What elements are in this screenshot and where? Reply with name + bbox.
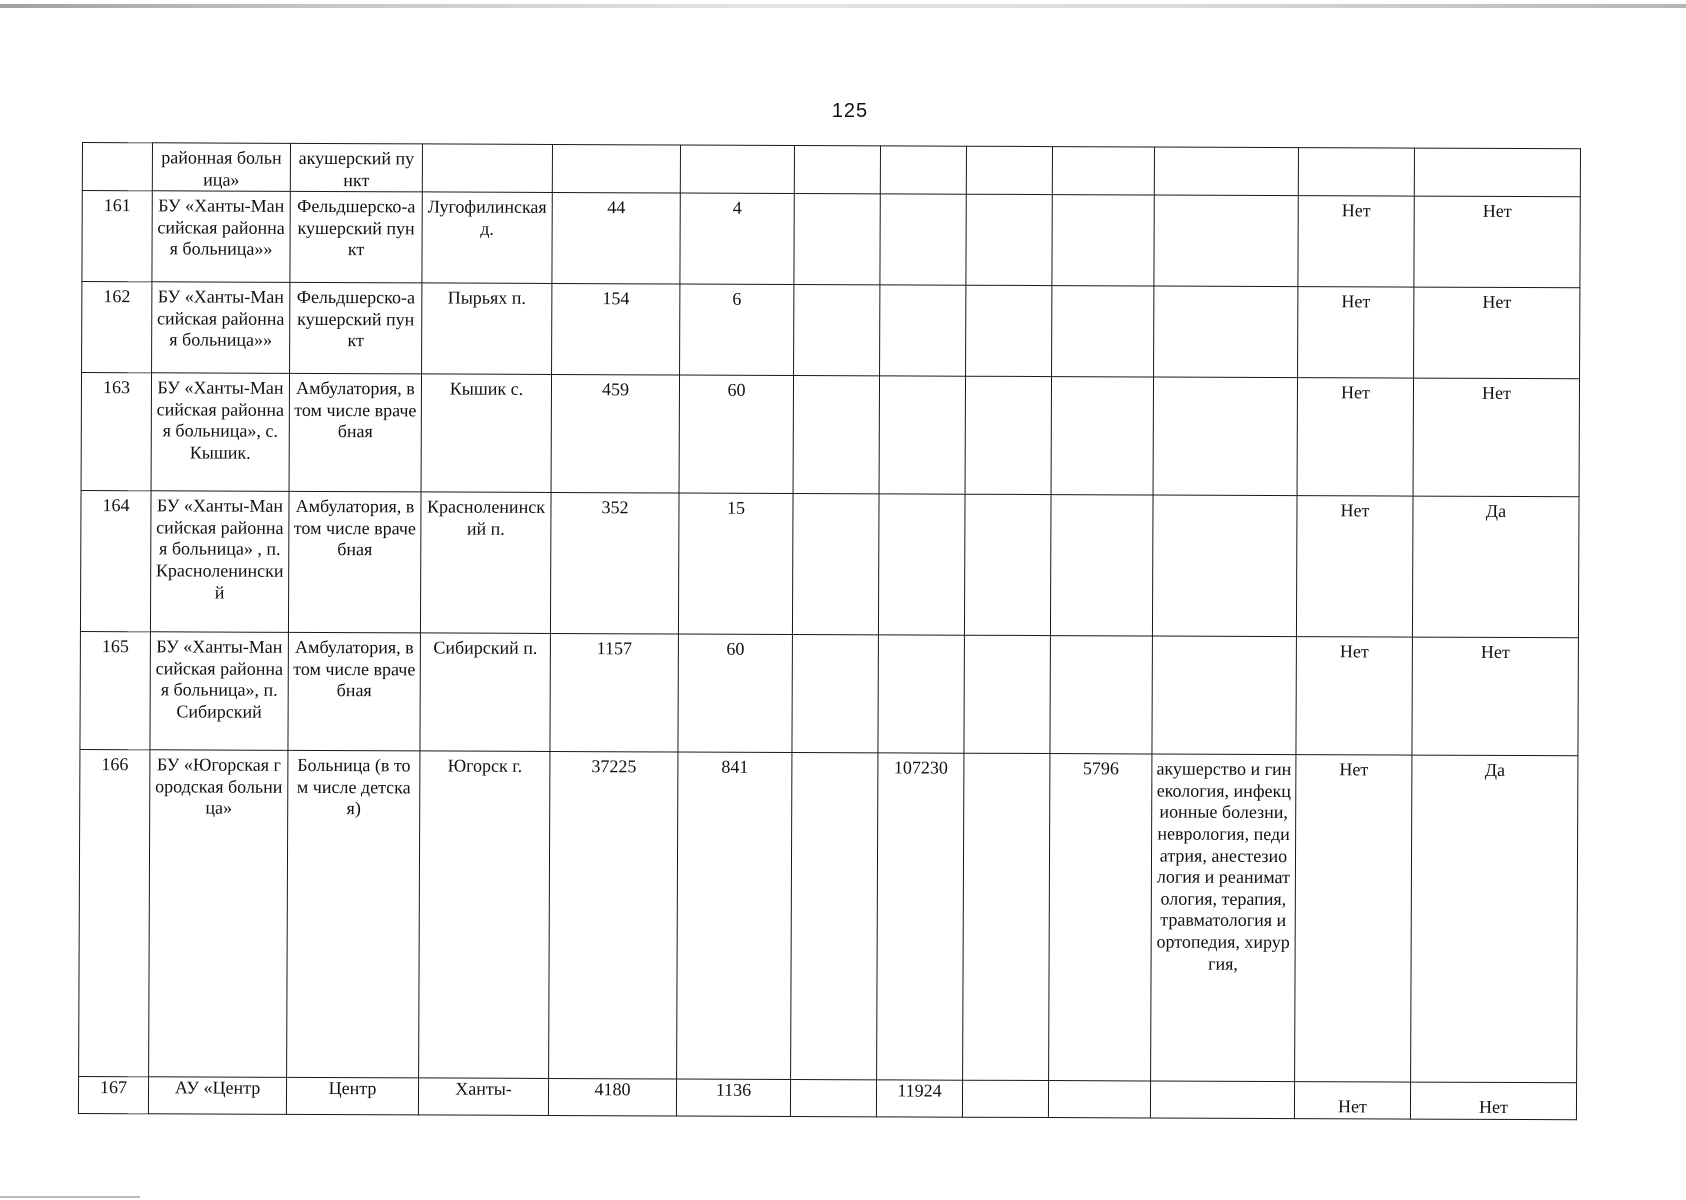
cell-locality: Красноленинский п. <box>420 492 551 634</box>
cell-organization: БУ «Югорская городская больница» <box>149 750 288 1078</box>
cell-row-number: 163 <box>81 373 151 491</box>
scan-top-edge <box>0 4 1686 8</box>
cell-medical-profiles: акушерство и гинекология, инфекционные болезни, неврология, педиатрия, анестезиология и реаниматология, терапия, травматология и ортопедия, хирургия, <box>1151 754 1296 1082</box>
cell-medical-profiles <box>1153 377 1297 496</box>
cell-facility-type: Больница (в том числе детская) <box>287 751 420 1079</box>
cell-facility-type: Фельдшерско-акушерский пункт <box>290 283 422 375</box>
cell-value-1: 1157 <box>550 634 678 753</box>
cell-flag-1: Нет <box>1297 378 1413 496</box>
cell-organization: районная больница» <box>152 143 290 192</box>
cell-row-number: 164 <box>80 491 151 632</box>
cell-value-6 <box>1052 195 1154 286</box>
cell-value-1: 44 <box>552 193 680 285</box>
registry-table-wrapper <box>78 142 1580 1120</box>
cell-value-4 <box>878 635 964 753</box>
cell-locality: Югорск г. <box>419 751 550 1079</box>
cell-organization: БУ «Ханты-Мансийская районная больница»» <box>152 191 290 283</box>
table-row <box>82 191 1580 288</box>
cell-value-4 <box>879 376 965 494</box>
cell-row-number: 162 <box>82 282 152 373</box>
cell-medical-profiles <box>1154 286 1298 378</box>
cell-value-2: 60 <box>679 375 793 493</box>
cell-value-1: 37225 <box>549 752 678 1080</box>
cell-value-2: 60 <box>678 634 792 752</box>
cell-value-2: 841 <box>677 752 792 1079</box>
cell-value-5 <box>964 635 1050 753</box>
cell-value-4: 11924 <box>876 1080 962 1117</box>
cell-locality: Ханты- <box>418 1078 548 1116</box>
cell-facility-type: Фельдшерско-акушерский пункт <box>290 192 422 284</box>
cell-value-1 <box>552 144 680 193</box>
cell-value-2: 4 <box>680 193 794 284</box>
cell-row-number: 165 <box>80 632 150 750</box>
cell-flag-2: Да <box>1411 755 1578 1083</box>
cell-value-2: 1136 <box>676 1079 790 1116</box>
cell-value-5 <box>966 285 1052 376</box>
cell-row-number: 166 <box>79 750 150 1077</box>
cell-flag-2: Нет <box>1410 1082 1576 1120</box>
cell-value-5 <box>963 753 1050 1080</box>
cell-locality: Сибирский п. <box>420 633 550 752</box>
cell-value-3 <box>794 285 880 376</box>
cell-value-2: 15 <box>678 493 793 634</box>
cell-value-6: 5796 <box>1049 754 1152 1081</box>
cell-organization: БУ «Ханты-Мансийская районная больница» , п. Красноленинский <box>150 491 289 633</box>
cell-locality: Кышик с. <box>421 374 551 493</box>
cell-value-6 <box>1052 286 1154 377</box>
cell-flag-1: Нет <box>1298 287 1414 378</box>
cell-value-2 <box>680 145 794 194</box>
cell-value-3 <box>794 194 880 285</box>
cell-flag-1 <box>1298 148 1414 197</box>
cell-row-number: 161 <box>82 191 152 282</box>
cell-value-3 <box>793 376 879 494</box>
cell-value-2: 6 <box>680 284 794 375</box>
cell-value-3 <box>792 494 879 635</box>
table-row <box>79 750 1578 1083</box>
cell-value-3 <box>794 145 880 194</box>
table-row <box>81 373 1579 497</box>
cell-value-6 <box>1050 636 1152 754</box>
table-row <box>82 143 1580 197</box>
cell-facility-type: акушерский пункт <box>290 143 422 192</box>
cell-facility-type: Амбулатория, в том числе врачебная <box>288 633 420 752</box>
cell-medical-profiles <box>1150 1081 1294 1119</box>
cell-flag-2 <box>1414 148 1580 197</box>
registry-table <box>78 142 1581 1120</box>
cell-medical-profiles <box>1152 636 1296 755</box>
scan-bottom-edge <box>0 1196 140 1198</box>
cell-value-4 <box>880 285 966 376</box>
cell-value-6 <box>1052 147 1154 196</box>
cell-value-4 <box>878 494 965 635</box>
cell-facility-type: Центр <box>286 1078 418 1116</box>
cell-value-5 <box>965 376 1051 494</box>
cell-value-3 <box>792 635 878 753</box>
table-row <box>80 491 1579 638</box>
cell-value-6 <box>1050 495 1153 636</box>
cell-flag-2: Нет <box>1413 378 1579 497</box>
cell-medical-profiles <box>1154 147 1298 196</box>
table-body <box>78 143 1580 1120</box>
cell-locality <box>422 144 552 193</box>
cell-locality: Лугофилинская д. <box>422 192 552 284</box>
table-row <box>78 1077 1576 1120</box>
cell-medical-profiles <box>1154 195 1298 287</box>
cell-value-3 <box>790 1080 876 1117</box>
cell-value-6 <box>1048 1081 1150 1118</box>
cell-flag-2: Нет <box>1412 637 1578 756</box>
cell-value-5 <box>966 146 1052 195</box>
cell-value-1: 4180 <box>548 1079 676 1117</box>
cell-value-1: 459 <box>551 375 679 494</box>
cell-row-number <box>82 143 152 191</box>
cell-organization: БУ «Ханты-Мансийская районная больница», с. Кышик. <box>151 373 289 492</box>
page-number: 125 <box>831 100 869 122</box>
cell-value-4: 107230 <box>877 753 964 1080</box>
cell-organization: БУ «Ханты-Мансийская районная больница»» <box>152 282 290 374</box>
cell-value-1: 352 <box>550 493 679 635</box>
table-row <box>82 282 1580 379</box>
cell-value-5 <box>962 1080 1048 1117</box>
cell-facility-type: Амбулатория, в том числе врачебная <box>289 374 421 493</box>
cell-flag-1: Нет <box>1295 755 1412 1082</box>
cell-flag-1: Нет <box>1298 196 1414 287</box>
cell-flag-2: Да <box>1412 496 1579 638</box>
cell-value-4 <box>880 194 966 285</box>
table-row <box>80 632 1578 756</box>
cell-organization: АУ «Центр <box>148 1077 286 1115</box>
cell-facility-type: Амбулатория, в том числе врачебная <box>288 492 421 634</box>
cell-flag-2: Нет <box>1414 196 1580 288</box>
cell-flag-1: Нет <box>1296 496 1413 637</box>
cell-medical-profiles <box>1152 495 1297 637</box>
cell-locality: Пырьях п. <box>422 283 552 375</box>
cell-value-6 <box>1051 377 1153 495</box>
cell-row-number: 167 <box>78 1077 148 1114</box>
cell-flag-2: Нет <box>1414 287 1580 379</box>
cell-value-5 <box>964 494 1051 635</box>
cell-value-1: 154 <box>552 284 680 376</box>
cell-value-5 <box>966 194 1052 285</box>
cell-organization: БУ «Ханты-Мансийская районная больница», п. Сибирский <box>150 632 288 751</box>
cell-value-4 <box>880 146 966 195</box>
cell-flag-1: Нет <box>1294 1082 1410 1119</box>
cell-value-3 <box>791 753 878 1080</box>
cell-flag-1: Нет <box>1296 637 1412 755</box>
